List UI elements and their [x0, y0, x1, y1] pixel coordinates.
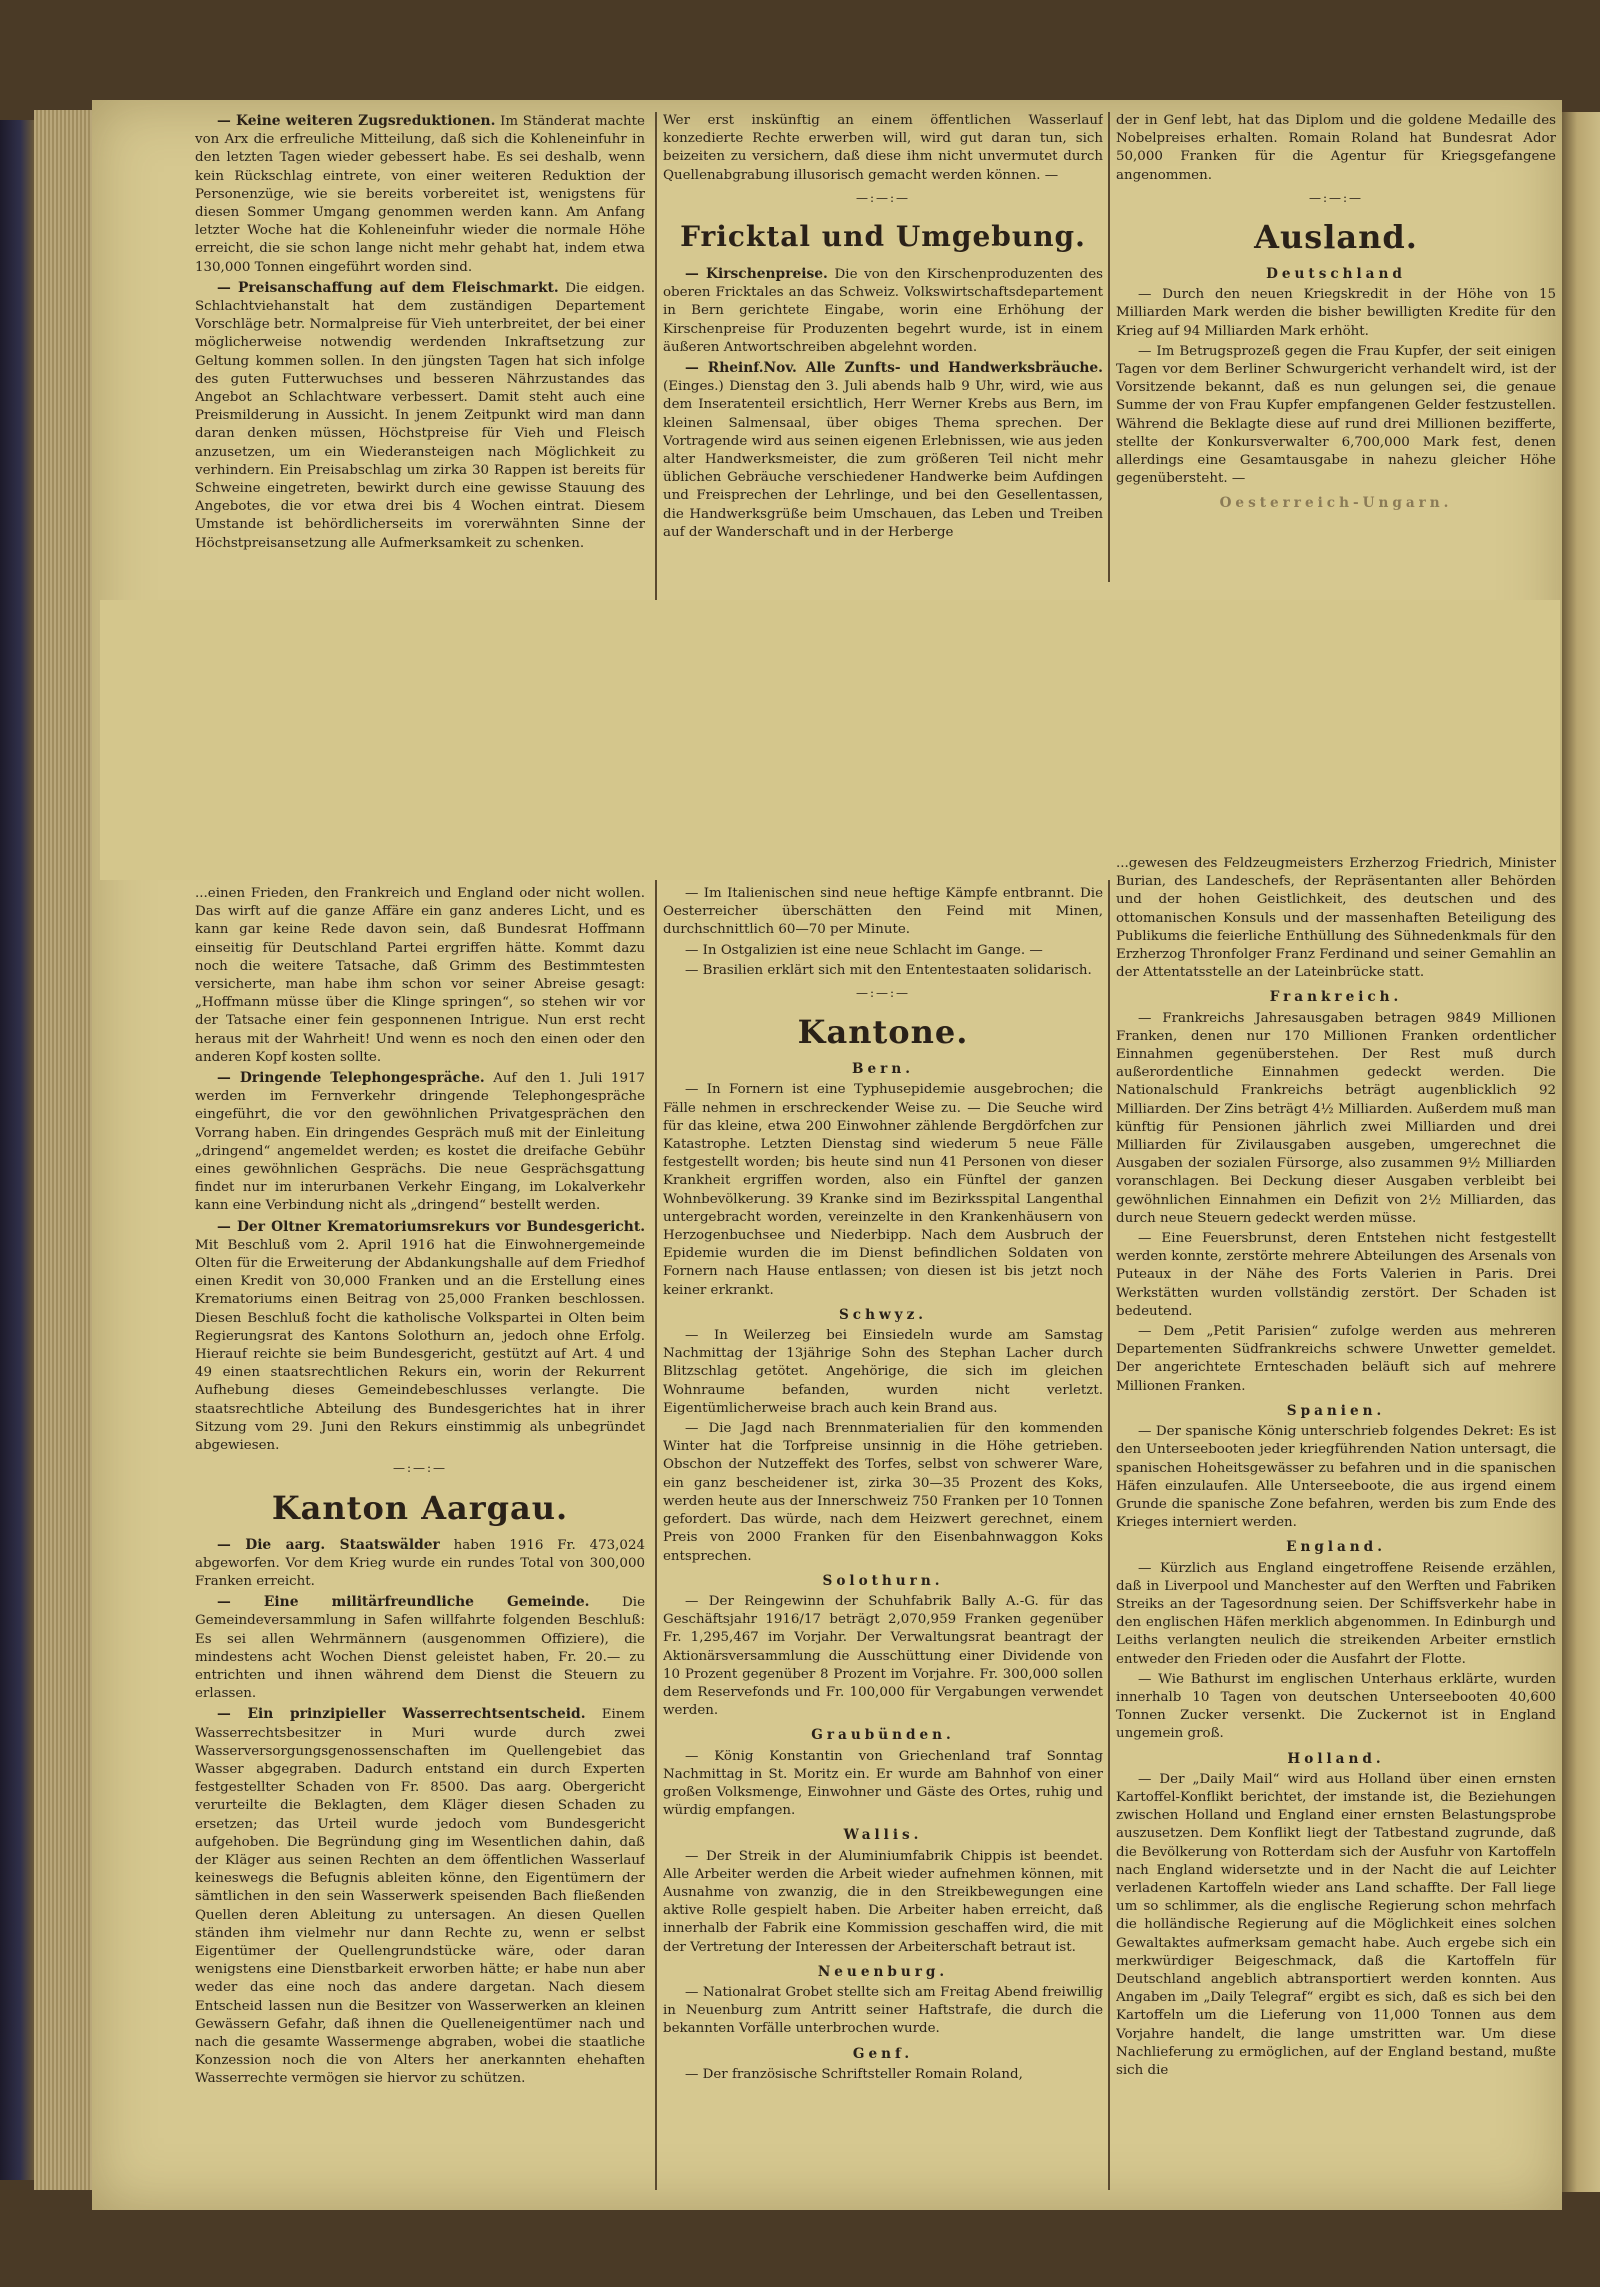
article: — Eine Feuersbrunst, deren Entstehen nicht festgestellt werden konnte, zerstörte mehrere Abteilungen des Arsenals von Puteaux in der Nähe des Forts Valerien in Paris. Drei Werkstätten wurden vollständig zerstört. Der Schaden ist bedeutend. [1116, 1231, 1556, 1319]
blank-area [100, 600, 1560, 880]
article: — Dem „Petit Parisien“ zufolge werden aus mehreren Departementen Südfrankreichs schwere Unwetter gemeldet. Der angerichtete Ernteschaden beläuft sich auf mehrere Millionen Franken. [1116, 1324, 1556, 1394]
article: — In Fornern ist eine Typhusepidemie ausgebrochen; die Fälle nehmen in erschreckender Weise zu. — Die Seuche wird für das kleine, etwa 200 Einwohner zählende Bergdörfchen zur Katastrophe. Letzten Dienstag sind wiederum 5 neue Fälle festgestellt worden; bis heute sind nun 41 Personen von dieser Krankheit ergriffen worden, also ein Fünftel der ganzen Wohnbevölkerung. 39 Kranke sind im Bezirksspital Langenthal untergebracht worden, vereinzelte in den Krankenhäusern von Herzogenbuchsee und Niederbipp. Nach dem Ausbruch der Epidemie wurden die im Dienst befindlichen Soldaten von Fornern nach Hause entlassen; von diesen ist bis jetzt noch keiner erkrankt. [663, 1082, 1103, 1298]
canton-heading: Solothurn. [822, 1572, 944, 1589]
article: — Ein prinzipieller Wasserrechtsentscheid. Einem Wasserrechtsbesitzer in Muri wurde durch zwei Wasserversorgungsgenossenschaften im Quellengebiet das Wasser abgegraben. Dadurch entstand ein durch Experten festgestellter Schaden von Fr. 8500. Das aarg. Obergericht verurteilte die Beklagten, dem Kläger diesen Schaden zu ersetzen; das Urteil wurde jedoch vom Bundesgericht aufgehoben. Die Begründung ging im Wesentlichen dahin, daß der Kläger aus seinen Rechten an dem öffentlichen Wasserlauf keineswegs die Befugnis ableiten könne, den Eigentümern der sämtlichen in den sein Wasserwerk speisenden Bach fließenden Quellen deren Ableitung zu untersagen. An diesen Quellen ständen ihm vielmehr nur dann Rechte zu, wenn er selbst Eigentümer der Quellengrundstücke wäre, oder daran wenigstens eine Dienstbarkeit erworben hätte; er habe nun aber weder das eine noch das andere dargetan. Nach diesem Entscheid lassen nun die Besitzer von Wasserwerken an kleinen Gewässern Gefahr, daß ihnen die Quelleneigentümer nach und nach die gesamte Wassermenge abgraben, wobei die staatliche Konzession noch die von Alters her anerkannten ehehaften Wasserrechte vermögen sie hiervor zu schützen. [195, 1706, 645, 2087]
article: — Brasilien erklärt sich mit den Ententestaaten solidarisch. [685, 962, 1092, 978]
section-title: Ausland. [1254, 218, 1418, 257]
article: — Wie Bathurst im englischen Unterhaus erklärte, wurden innerhalb 10 Tagen von deutschen Unterseebooten 40,600 Tonnen Zucker versenkt. Die Zuckernot ist in England ungemein groß. [1116, 1671, 1556, 1742]
article: — Im Italienischen sind neue heftige Kämpfe entbrannt. Die Oesterreicher überschätten den Feind mit Minen, durchschnittlich 60—70 per Minute. [663, 886, 1103, 938]
article-continuation: Wer erst inskünftig an einem öffentlichen Wasserlauf konzedierte Rechte erwerben will, wird gut daran tun, sich beizeiten zu versichern, daß diese ihm nicht unvermutet durch Quellenabgrabung illusorisch gemacht werden können. — [663, 113, 1103, 183]
article: — König Konstantin von Griechenland traf Sonntag Nachmittag in St. Moritz ein. Er wurde am Bahnhof von einer großen Volksmenge, Einwohner und Gäste des Ortes, ruhig und würdig empfangen. [663, 1748, 1103, 1819]
article: — Durch den neuen Kriegskredit in der Höhe von 15 Milliarden Mark werden die bisher bewilligten Kredite für den Krieg auf 94 Milliarden Mark erhöht. [1116, 287, 1556, 339]
article: — Kürzlich aus England eingetroffene Reisende erzählen, daß in Liverpool und Manchester auf den Werften und Fabriken Streiks an der Tagesordnung seien. Der Schiffsverkehr habe in den englischen Häfen merklich abgenommen. In Edinburgh und Leiths verlangten neulich die streikenden Arbeiter ernstlich entweder den Frieden oder die Ausfahrt der Flotte. [1116, 1560, 1556, 1667]
article: — Der Streik in der Aluminiumfabrik Chippis ist beendet. Alle Arbeiter werden die Arbeit wieder aufnehmen können, mit Ausnahme von zwanzig, die in den Streikbewegungen eine aktive Rolle gespielt haben. Die Arbeiter haben erreicht, daß innerhalb der Fabrik eine Kommission geschaffen wird, die mit der Vertretung der Interessen der Arbeiterschaft betraut ist. [663, 1848, 1103, 1955]
book-binding [0, 120, 34, 2180]
column-3-top [1116, 112, 1556, 552]
article-continuation: ...gewesen des Feldzeugmeisters Erzherzog Friedrich, Minister Burian, des Landeschefs, der Repräsentanten aller Behörden und der hohen Geistlichkeit, des deutschen und des ottomanischen Konsuls und der massenhaften Beteiligung des Publikums die feierliche Enthüllung des Sühnedenkmals für den Erzherzog Thronfolger Franz Ferdinand und seiner Gemahlin an der Attentatsstelle an der Lateinbrücke statt. [1116, 856, 1556, 981]
divider: —:—:— [855, 986, 911, 1001]
canton-heading: Graubünden. [811, 1727, 955, 1744]
column-rule [655, 112, 657, 602]
canton-heading: Wallis. [843, 1827, 923, 1844]
canton-heading: Bern. [852, 1061, 914, 1078]
article: — Die aarg. Staatswälder haben 1916 Fr. 473,024 abgeworfen. Vor dem Krieg wurde ein rundes Total von 300,000 Franken erreicht. [195, 1536, 645, 1589]
divider: —:—:— [392, 1461, 448, 1476]
article: — Der Reingewinn der Schuhfabrik Bally A.-G. für das Geschäftsjahr 1916/17 beträgt 2,070,959 Franken gegenüber Fr. 1,295,467 im Vorjahr. Der Verwaltungsrat beantragt der Aktionärsversammlung die Ausschüttung einer Dividende von 10 Prozent gegenüber 8 Prozent im Vorjahre. Fr. 300,000 sollen dem Reservefonds und Fr. 100,000 für Vergabungen verwendet werden. [663, 1593, 1103, 1719]
sub-title: Deutschland [1266, 266, 1406, 283]
sub-title: Oesterreich-Ungarn. [1219, 495, 1453, 512]
article: — Kirschenpreise. Die von den Kirschenproduzenten des oberen Fricktales an das Schweiz. Volkswirtschaftsdepartement in Bern gerichtete Eingabe, worin eine Erhöhung der Kirschenpreise für Produzenten begehrt wurde, ist in einem äußeren Antwortschreiben abgelehnt worden. [663, 266, 1103, 355]
column-1-bottom [195, 885, 645, 2185]
article: — Im Betrugsprozeß gegen die Frau Kupfer, der seit einigen Tagen vor dem Berliner Schwurgericht verhandelt wird, ist der Vorsitzende bekannt, daß es nun gelungen sei, die genaue Summe der von Frau Kupfer empfangenen Gelder festzustellen. Während die Beklagte diese auf rund drei Millionen bezifferte, stellte der Konkursverwalter 6,700,000 Mark fest, denen allerdings eine Gesamtausgabe in nahezu gleicher Höhe gegenübersteht. — [1116, 343, 1556, 487]
article: — Der Oltner Krematoriumsrekurs vor Bundesgericht. Mit Beschluß vom 2. April 1916 hat die Einwohnergemeinde Olten für die Erweiterung der Abdankungshalle auf dem Friedhof einen Kredit von 30,000 Franken und an die Erstellung eines Krematoriums einen Beitrag von 25,000 Franken beschlossen. Diesen Beschluß focht die katholische Volkspartei in Olten beim Regierungsrat des Kantons Solothurn an, jedoch ohne Erfolg. Hierauf reichte sie beim Bundesgericht, gestützt auf Art. 4 und 49 einen staatsrechtlichen Rekurs ein, worin der Rekurrent Aufhebung dieses Gemeindebeschlusses verlangte. Die staatsrechtliche Abteilung des Bundesgerichtes hat in ihrer Sitzung vom 29. Juni den Rekurs einstimmig als unbegründet abgewiesen. [195, 1218, 645, 1454]
article: — Die Jagd nach Brennmaterialien für den kommenden Winter hat die Torfpreise unsinnig in die Höhe getrieben. Obschon der Nutzeffekt des Torfes, selbst von schwerer Ware, ein ganz bescheidener ist, zirka 30—35 Prozent des Koks, werden heute aus der Innerschweiz 750 Franken per 10 Tonnen gefordert. Das würde, nach dem Heizwert gerechnet, einem Preis von 2000 Franken für den Eisenbahnwaggon Koks entsprechen. [663, 1421, 1103, 1564]
canton-heading: Neuenburg. [817, 1963, 949, 1980]
article-continuation: ...einen Frieden, den Frankreich und England oder nicht wollen. Das wirft auf die ganze Affäre ein ganz anderes Licht, und es kann gar keine Rede davon sein, daß Bundesrat Hoffmann einseitig für Deutschland Partei ergriffen hätte. Kommt dazu noch die weitere Tatsache, daß Grimm des Bestimmtesten versicherte, man habe ihm schon vor seiner Abreise gesagt: „Hoffmann müsse über die Klinge springen“, so stehen wir vor der Tatsache einer fein gesponnenen Intrigue. Nun erst recht heraus mit der Wahrheit! Und wenn es noch den einen oder den anderen Kopf kosten sollte. [195, 886, 645, 1065]
article: — Rheinf.Nov. Alle Zunfts- und Handwerksbräuche. (Einges.) Dienstag den 3. Juli abends halb 9 Uhr, wird, wie aus dem Inseratenteil ersichtlich, Herr Werner Krebs aus Bern, im kleinen Salmensaal, über obiges Thema sprechen. Der Vortragende wird aus seinen eigenen Erlebnissen, wie aus jeden alter Handwerksmeister, die zum größeren Teil nicht mehr üblichen Gebräuche verschiedener Handwerke beim Aufdingen und Freisprechen der Lehrlinge, und bei den Gesellentassen, die Handwerksgrüße beim Umschauen, das Leben und Treiben auf der Wanderschaft und in der Herberge [663, 360, 1103, 540]
section-title: Fricktal und Umgebung. [680, 220, 1086, 254]
column-rule [655, 880, 657, 2190]
article: — Dringende Telephongespräche. Auf den 1. Juli 1917 werden im Fernverkehr dringende Telephongespräche eingeführt, die vor den gewöhnlichen Privatgesprächen den Vorrang haben. Ein dringendes Gespräch muß mit der Einleitung „dringend“ angemeldet werden; es kostet die dreifache Gebühr eines gewöhnlichen Gesprächs. Die neue Gesprächsgattung findet nur im interurbanen Verkehr Eingang, im Lokalverkehr kann eine Verbindung nicht als „dringend“ bestellt werden. [195, 1070, 645, 1214]
canton-heading: Genf. [852, 2045, 914, 2062]
country-heading: Frankreich. [1269, 989, 1403, 1006]
article-continuation: der in Genf lebt, hat das Diplom und die goldene Medaille des Nobelpreises erhalten. Romain Roland hat Bundesrat Ador 50,000 Franken für die Agentur für Kriegsgefangene angenommen. [1116, 113, 1556, 183]
column-rule [1108, 850, 1110, 2190]
column-2-bottom [663, 885, 1103, 2185]
country-heading: Spanien. [1286, 1402, 1386, 1419]
article: — Frankreichs Jahresausgaben betragen 9849 Millionen Franken, denen nur 170 Millionen Franken ordentlicher Einnahmen gegenüberstehen. Der Rest muß durch außerordentliche Einnahmen gedeckt werden. Die Nationalschuld Frankreichs beträgt augenblicklich 92 Milliarden. Der Zins beträgt 4½ Milliarden. Außerdem muß man künftig für Pensionen jährlich zwei Milliarden und drei Milliarden für Zivilausgaben ausgeben, umgerechnet die Ausgaben der sozialen Fürsorge, also zusammen 9½ Milliarden voranschlagen. Bei Deckung dieser Ausgaben verbleibt bei gewöhnlichen Einnahmen ein Defizit von 2½ Milliarden, das durch neue Steuern gedeckt werden müsse. [1116, 1010, 1556, 1226]
divider: —:—:— [1308, 190, 1364, 205]
section-title: Kantone. [797, 1013, 969, 1052]
page-edges [34, 110, 94, 2190]
article: — Eine militärfreundliche Gemeinde. Die Gemeindeversammlung in Safen willfahrte folgenden Beschluß: Es sei allen Wehrmännern (ausgenommen Offiziere), die mindestens acht Wochen Dienst geleistet haben, Fr. 20.— zu entrichten und ihnen während dem Dienst die Steuern zu erlassen. [195, 1594, 645, 1702]
facing-page-edge [1562, 112, 1600, 2192]
column-1-top [195, 112, 645, 602]
column-2-top [663, 112, 1103, 562]
article: — In Ostgalizien ist eine neue Schlacht im Gange. — [685, 942, 1043, 958]
column-rule [1108, 112, 1110, 582]
country-heading: England. [1286, 1539, 1386, 1556]
section-title: Kanton Aargau. [271, 1488, 569, 1527]
canton-heading: Schwyz. [838, 1306, 928, 1323]
country-heading: Holland. [1287, 1750, 1385, 1767]
article: — Der französische Schriftsteller Romain Roland, [685, 2066, 1023, 2082]
article: — Preisanschaffung auf dem Fleischmarkt. Die eidgen. Schlachtviehanstalt hat dem zuständigen Departement Vorschläge betr. Normalpreise für Vieh unterbreitet, der bei einer möglicherweise notwendig werdenden Inkraftsetzung zur Geltung kommen sollen. In den jüngsten Tagen hat sich infolge des guten Futterwuchses und besseren Nährzustandes das Angebot an Schlachtware verbessert. Damit steht auch eine Preismilderung in Aussicht. In jenem Zeitpunkt wird man dann daran denken müssen, Höchstpreise für Vieh und Fleisch anzusetzen, um ein Wiederansteigen nach Möglichkeit zu verhindern. Ein Preisabschlag um zirka 30 Rappen ist bereits für Schweine eingetreten, bewirkt durch eine gewisse Stauung des Angebotes, die vor etwa drei bis 4 Wochen eintrat. Diesem Umstande ist behördlicherseits im vorerwähnten Sinne der Höchstpreisansetzung alle Aufmerksamkeit zu schenken. [195, 279, 645, 551]
article: — Der „Daily Mail“ wird aus Holland über einen ernsten Kartoffel-Konflikt berichtet, der imstande ist, die Beziehungen zwischen Holland und England einer ernsten Belastungsprobe auszusetzen. Dem Konflikt liegt der Tatbestand zugrunde, daß die Bevölkerung von Rotterdam sich der Ausfuhr von Kartoffeln nach England widersetzte und in der Nacht die auf Leichter verladenen Kartoffeln wieder ans Land schaffte. Der Fall liege um so schlimmer, als die englische Regierung schon mehrfach die holländische Regierung auf die Möglichkeit eines solchen Gewaltaktes aufmerksam gemacht habe. Auch ergebe sich ein merkwürdiger Beigeschmack, daß die Kartoffeln für Deutschland angeblich abtransportiert werden konnten. Aus Angaben im „Daily Telegraf“ ergibt es sich, daß es sich bei den Kartoffeln um die Lieferung von 11,000 Tonnen aus dem Vorjahre handelt, die lange umstritten war. Um diese Nachlieferung zu ermöglichen, auf der England bestand, mußte sich die [1116, 1771, 1556, 2078]
divider: —:—:— [855, 190, 911, 205]
column-3-bottom [1116, 855, 1556, 2185]
article: — In Weilerzeg bei Einsiedeln wurde am Samstag Nachmittag der 13jährige Sohn des Stephan Lacher durch Blitzschlag getötet. Angehörige, die sich im gleichen Wohnraume befanden, wurden nicht verletzt. Eigentümlicherweise brach auch kein Brand aus. [663, 1328, 1103, 1416]
article: — Keine weiteren Zugsreduktionen. Im Ständerat machte von Arx die erfreuliche Mitteilung, daß sich die Kohleneinfuhr in den letzten Tagen wieder gebessert habe. Es sei deshalb, wenn kein Rückschlag eintrete, von einer weiteren Reduktion der Personenzüge, wie sie bereits vorbereitet ist, wenigstens für diesen Sommer Umgang genommen werden kann. Am Anfang letzter Woche hat die Kohleneinfuhr wieder die normale Höhe erreicht, die sie schon lange nicht mehr gehabt hat, indem etwa 130,000 Tonnen eingeführt worden sind. [195, 113, 645, 275]
article: — Der spanische König unterschrieb folgendes Dekret: Es ist den Unterseebooten jeder kriegführenden Nation untersagt, die spanischen Hoheitsgewässer zu befahren und in die spanischen Häfen einzulaufen. Alle Unterseeboote, die aus irgend einem Grunde die spanische Zone befahren, werden bis zum Ende des Krieges interniert werden. [1116, 1424, 1556, 1531]
article: — Nationalrat Grobet stellte sich am Freitag Abend freiwillig in Neuenburg zum Antritt seiner Haftstrafe, die durch die bekannten Vorfälle unterbrochen wurde. [663, 1984, 1103, 2037]
